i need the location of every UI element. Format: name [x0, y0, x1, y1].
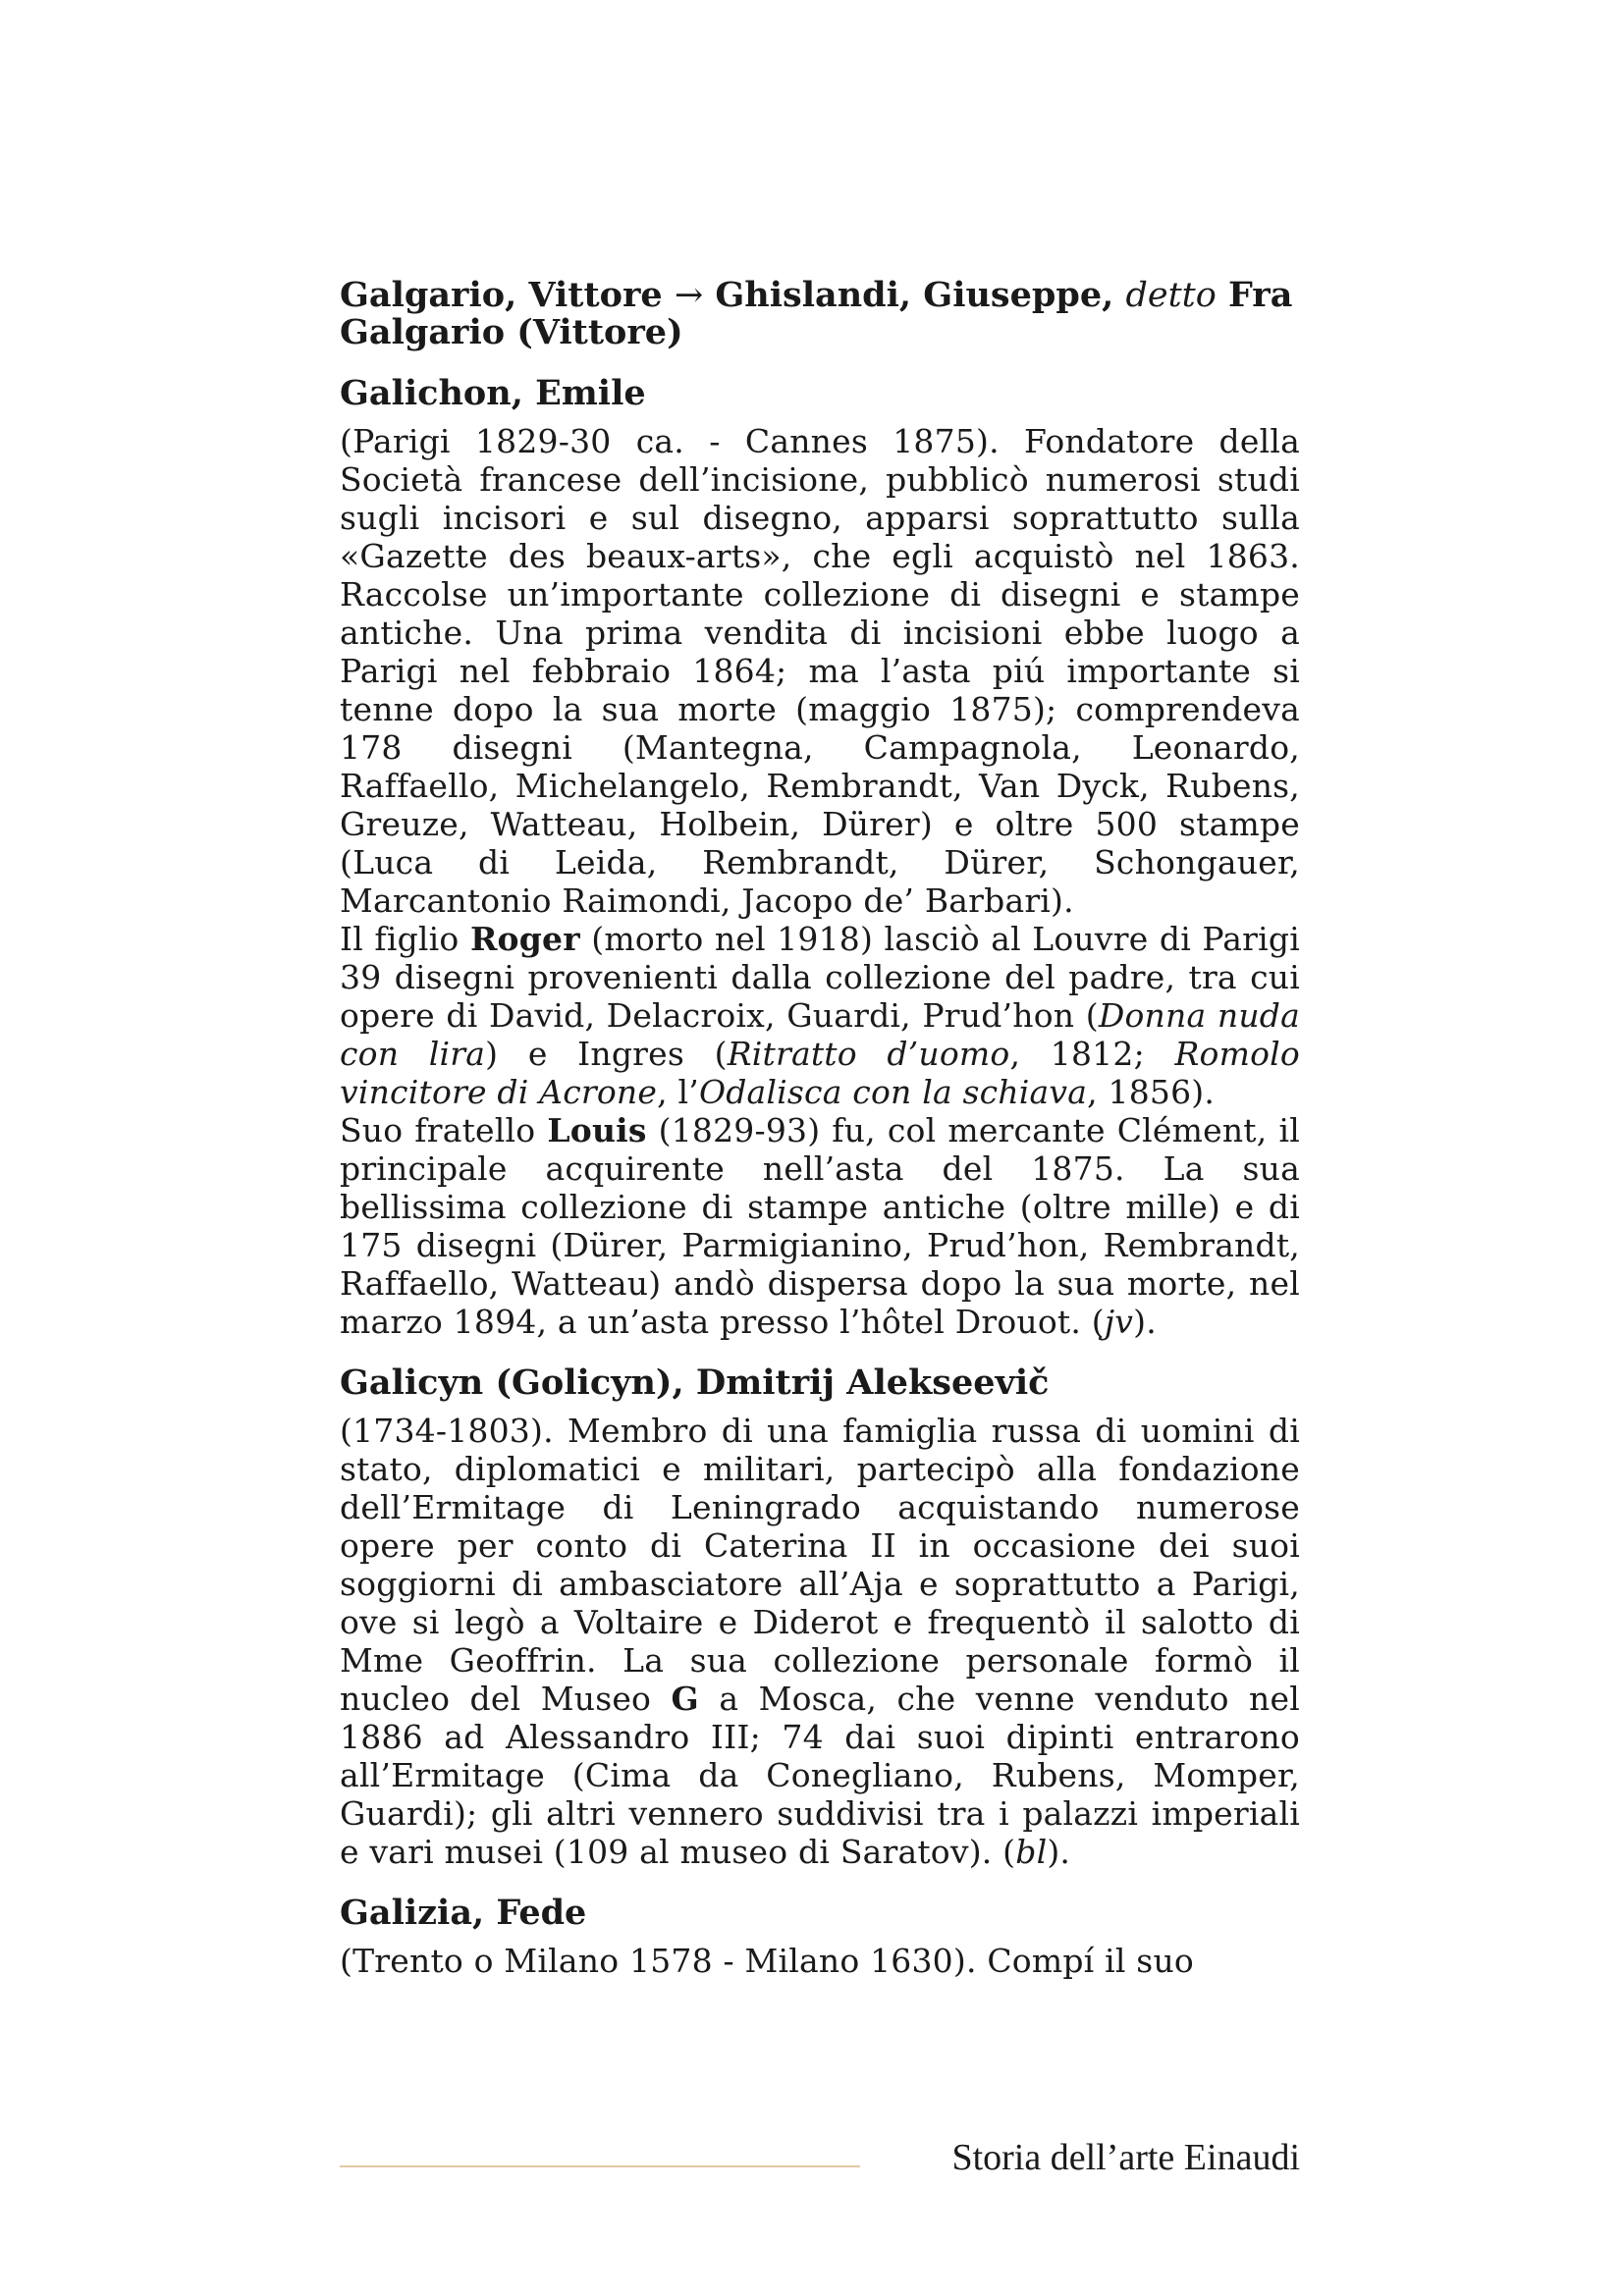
footer-publication-title: Storia dell’arte Einaudi [951, 2137, 1300, 2178]
text-run: (1734-1803). Membro di una famiglia russa di uomini di stato, diplomatici e militari, partecipò alla fondazione dell’Ermitage di Leningrado acquistando numerose opere per conto di Caterina II in occasione dei suoi soggiorni di ambasciatore all’Aja e soprattutto a Parigi, ove si legò a Voltaire e Diderot e frequentò il salotto di Mme Geoffrin. La sua collezione personale formò il nucleo del Museo [340, 1412, 1300, 1718]
entry-galichon-para-2 [340, 920, 1300, 1111]
text-run: ) e Ingres ( [485, 1035, 728, 1073]
text-run: , 1856). [1087, 1073, 1216, 1111]
crossref-target-fra-galgario[interactable]: Fra Galgario (Vittore) [340, 275, 1293, 352]
footer-divider [340, 2165, 860, 2167]
text-run: Suo fratello [340, 1111, 536, 1149]
author-signature: bl [1015, 1833, 1048, 1871]
person-name-louis: Louis [547, 1111, 647, 1149]
entry-galichon-para-3 [340, 1111, 1300, 1341]
text-run: a Mosca, che venne venduto nel 1886 ad Alessandro III; 74 dai suoi dipinti entrarono all’Ermitage (Cima da Conegliano, Rubens, Momper, Guardi); gli altri vennero suddivisi tra i palazzi imperiali e vari musei (109 al museo di Saratov). ( [340, 1680, 1300, 1871]
crossref-detto: detto [1125, 276, 1217, 315]
museum-abbrev: G [671, 1680, 699, 1718]
artwork-title: Romolo vincitore di Acrone [340, 1035, 1300, 1111]
crossref-target-ghislandi[interactable]: Ghislandi, Giuseppe, [715, 275, 1114, 315]
entry-galizia-para-1: (Trento o Milano 1578 - Milano 1630). Compí il suo [340, 1942, 1194, 1980]
text-run: (morto nel 1918) lasciò al Louvre di Parigi 39 disegni provenienti dalla collezione del padre, tra cui opere di David, Delacroix, Guardi, Prud’hon ( [340, 920, 1300, 1035]
text-run: ). [1133, 1303, 1157, 1341]
text-run: (1829-93) fu, col mercante Clément, il principale acquirente nell’asta del 1875. La sua bellissima collezione di stampe antiche (oltre mille) e di 175 disegni (Dürer, Parmigianino, Prud’hon, Rembrandt, Raffaello, Watteau) andò dispersa dopo la sua morte, nel marzo 1894, a un’asta presso l’hôtel Drouot. ( [340, 1111, 1300, 1341]
entry-title-galichon: Galichon, Emile [340, 373, 646, 413]
artwork-title: Odalisca con la schiava [698, 1073, 1088, 1111]
page-body [340, 277, 1300, 1980]
entry-title-galizia: Galizia, Fede [340, 1893, 587, 1933]
text-run: , l’ [657, 1073, 699, 1111]
text-run: Il figlio [340, 920, 460, 958]
artwork-title: Donna nuda con lira [340, 996, 1300, 1073]
entry-title-galicyn: Galicyn (Golicyn), Dmitrij Alekseevič [340, 1362, 1050, 1403]
author-signature: jv [1104, 1303, 1134, 1341]
entry-galichon-para-1: (Parigi 1829-30 ca. - Cannes 1875). Fondatore della Società francese dell’incisione, pubblicò numerosi studi sugli incisori e sul disegno, apparsi soprattutto sulla «Gazette des beaux-arts», che egli acquistò nel 1863. Raccolse un’importante collezione di disegni e stampe antiche. Una prima vendita di incisioni ebbe luogo a Parigi nel febbraio 1864; ma l’asta piú importante si tenne dopo la sua morte (maggio 1875); comprendeva 178 disegni (Mantegna, Campagnola, Leonardo, Raffaello, Michelangelo, Rembrandt, Van Dyck, Rubens, Greuze, Watteau, Holbein, Dürer) e oltre 500 stampe (Luca di Leida, Rembrandt, Dürer, Schongauer, Marcantonio Raimondi, Jacopo de’ Barbari). [340, 422, 1300, 920]
text-run: , 1812; [1009, 1035, 1145, 1073]
text-run: ). [1047, 1833, 1071, 1871]
entry-galicyn-para-1 [340, 1412, 1300, 1871]
person-name-roger: Roger [469, 920, 580, 958]
arrow-right-icon: → [674, 276, 704, 315]
entry-crossref-galgario [340, 277, 1300, 351]
page-footer [340, 2138, 1300, 2177]
entry-head-galgario: Galgario, Vittore [340, 275, 663, 315]
artwork-title: Ritratto d’uomo [727, 1035, 1010, 1073]
